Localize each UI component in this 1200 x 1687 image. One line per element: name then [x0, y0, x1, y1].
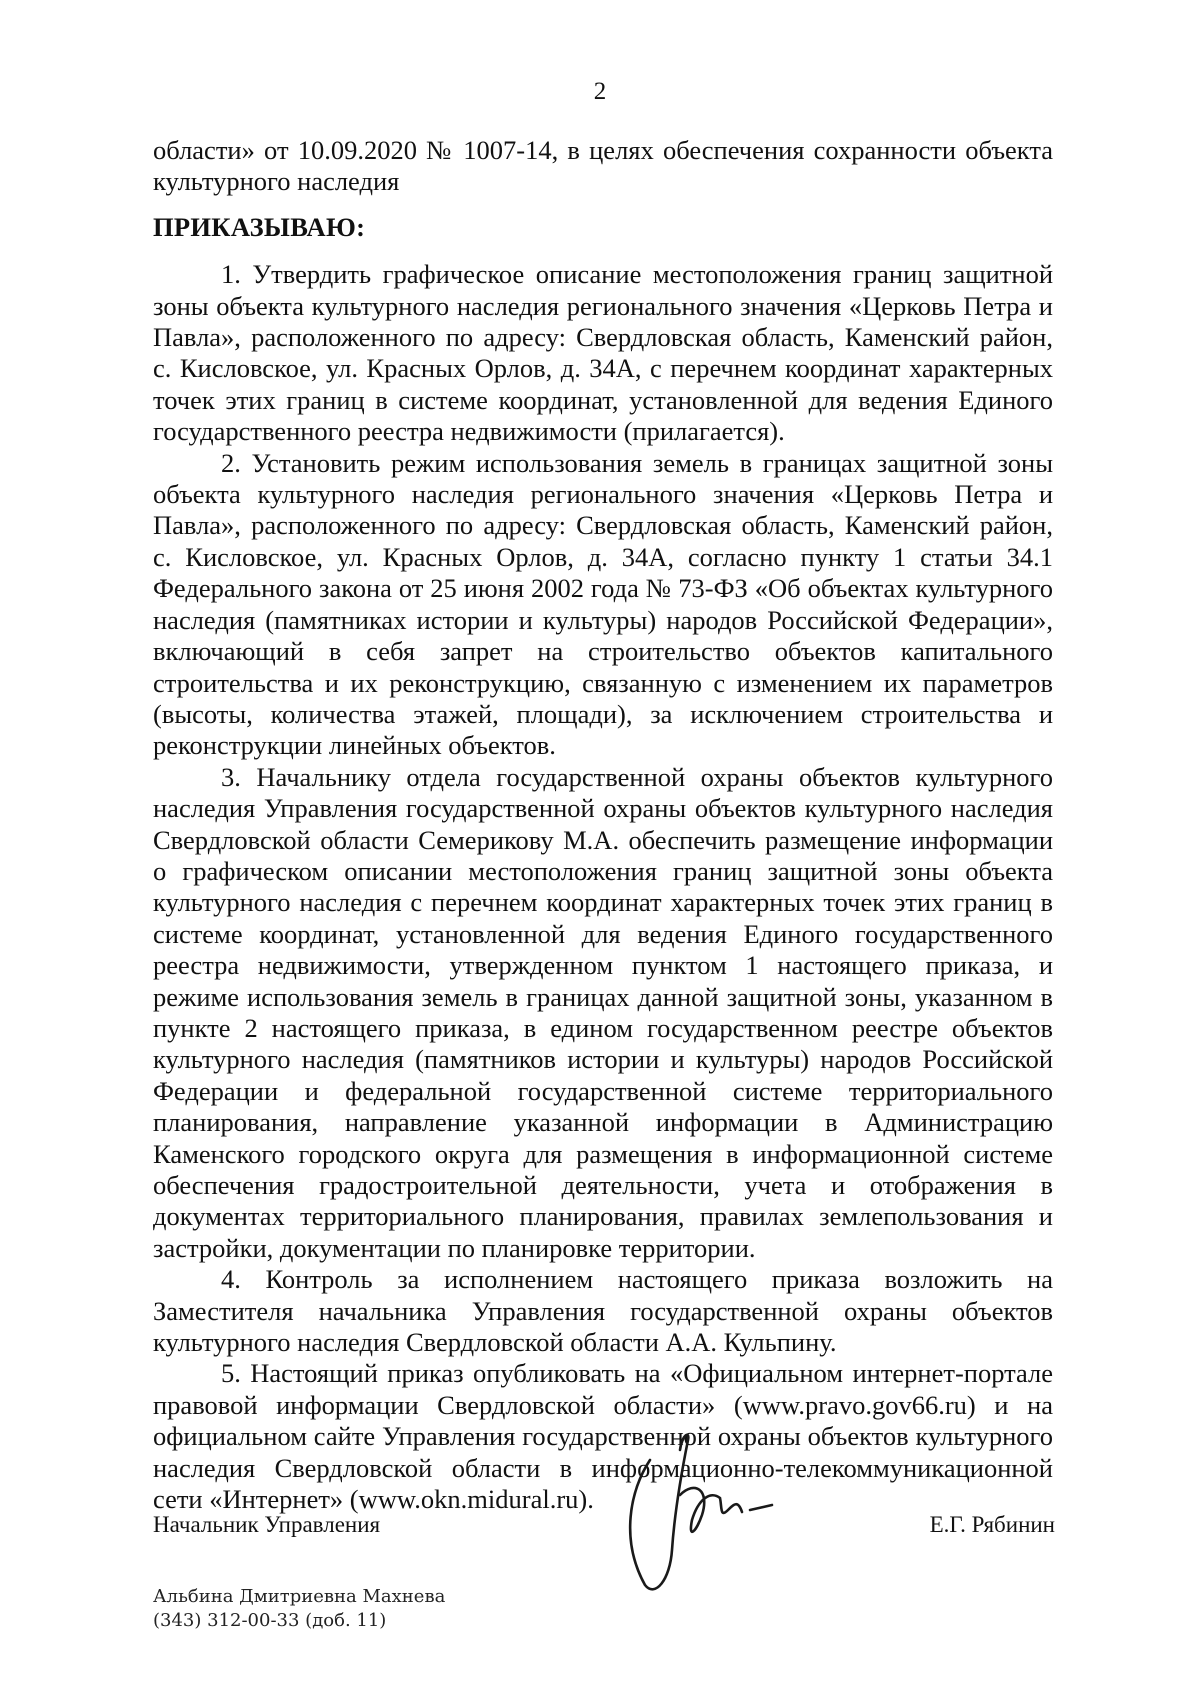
order-heading: ПРИКАЗЫВАЮ:: [153, 211, 366, 242]
handwritten-signature: [610, 1420, 800, 1600]
order-item-1: 1. Утвердить графическое описание местоположения границ защитной зоны объекта культурного наследия регионального значения «Церковь Петра и Павла», расположенного по адресу: Свердловская область, Каменский район, с. Кисловское, ул. Красных Орлов, д. 34А, с перечнем координат характерных точек этих границ в системе координат, установленной для ведения Единого государственного реестра недвижимости (прилагается).: [153, 259, 1053, 447]
signer-name: Е.Г. Рябинин: [929, 1512, 1055, 1537]
intro-paragraph: области» от 10.09.2020 № 1007-14, в целях обеспечения сохранности объекта культурного наследия: [153, 135, 1053, 197]
executor-phone: (343) 312-00-33 (доб. 11): [153, 1610, 387, 1631]
signer-title: Начальник Управления: [153, 1512, 381, 1537]
order-item-5: 5. Настоящий приказ опубликовать на «Официальном интернет-портале правовой информации Свердловской области» (www.pravo.gov66.ru) и на официальном сайте Управления государственной охраны объектов культурного наследия Свердловской области в информационно-телекоммуникационной сети «Интернет» (www.okn.midural.ru).: [153, 1358, 1053, 1515]
order-item-2: 2. Установить режим использования земель в границах защитной зоны объекта культурного наследия регионального значения «Церковь Петра и Павла», расположенного по адресу: Свердловская область, Каменский район, с. Кисловское, ул. Красных Орлов, д. 34А, согласно пункту 1 статьи 34.1 Федерального закона от 25 июня 2002 года № 73-ФЗ «Об объектах культурного наследия (памятниках истории и культуры) народов Российской Федерации», включающий в себя запрет на строительство объектов капитального строительства и их реконструкцию, связанную с изменением их параметров (высоты, количества этажей, площади), за исключением строительства и реконструкции линейных объектов.: [153, 447, 1053, 761]
order-item-4: 4. Контроль за исполнением настоящего приказа возложить на Заместителя начальника Управления государственной охраны объектов культурного наследия Свердловской области А.А. Кульпину.: [153, 1264, 1053, 1358]
executor-block: [153, 1585, 445, 1633]
signature-row: [153, 1512, 1055, 1552]
order-item-3: 3. Начальнику отдела государственной охраны объектов культурного наследия Управления государственной охраны объектов культурного наследия Свердловской области Семерикову М.А. обеспечить размещение информации о графическом описании местоположения границ защитной зоны объекта культурного наследия с перечнем координат характерных точек этих границ в системе координат, установленной для ведения Единого государственного реестра недвижимости, утвержденном пунктом 1 настоящего приказа, и режиме использования земель в границах данной защитной зоны, указанном в пункте 2 настоящего приказа, в едином государственном реестре объектов культурного наследия (памятников истории и культуры) народов Российской Федерации и федеральной государственной системе территориального планирования, направление указанной информации в Администрацию Каменского городского округа для размещения в информационной системе обеспечения градостроительной деятельности, учета и отображения в документах территориального планирования, правилах землепользования и застройки, документации по планировке территории.: [153, 761, 1053, 1263]
executor-name: Альбина Дмитриевна Махнева: [153, 1586, 446, 1607]
document-body: [153, 135, 1053, 1515]
page-number: 2: [593, 78, 607, 105]
